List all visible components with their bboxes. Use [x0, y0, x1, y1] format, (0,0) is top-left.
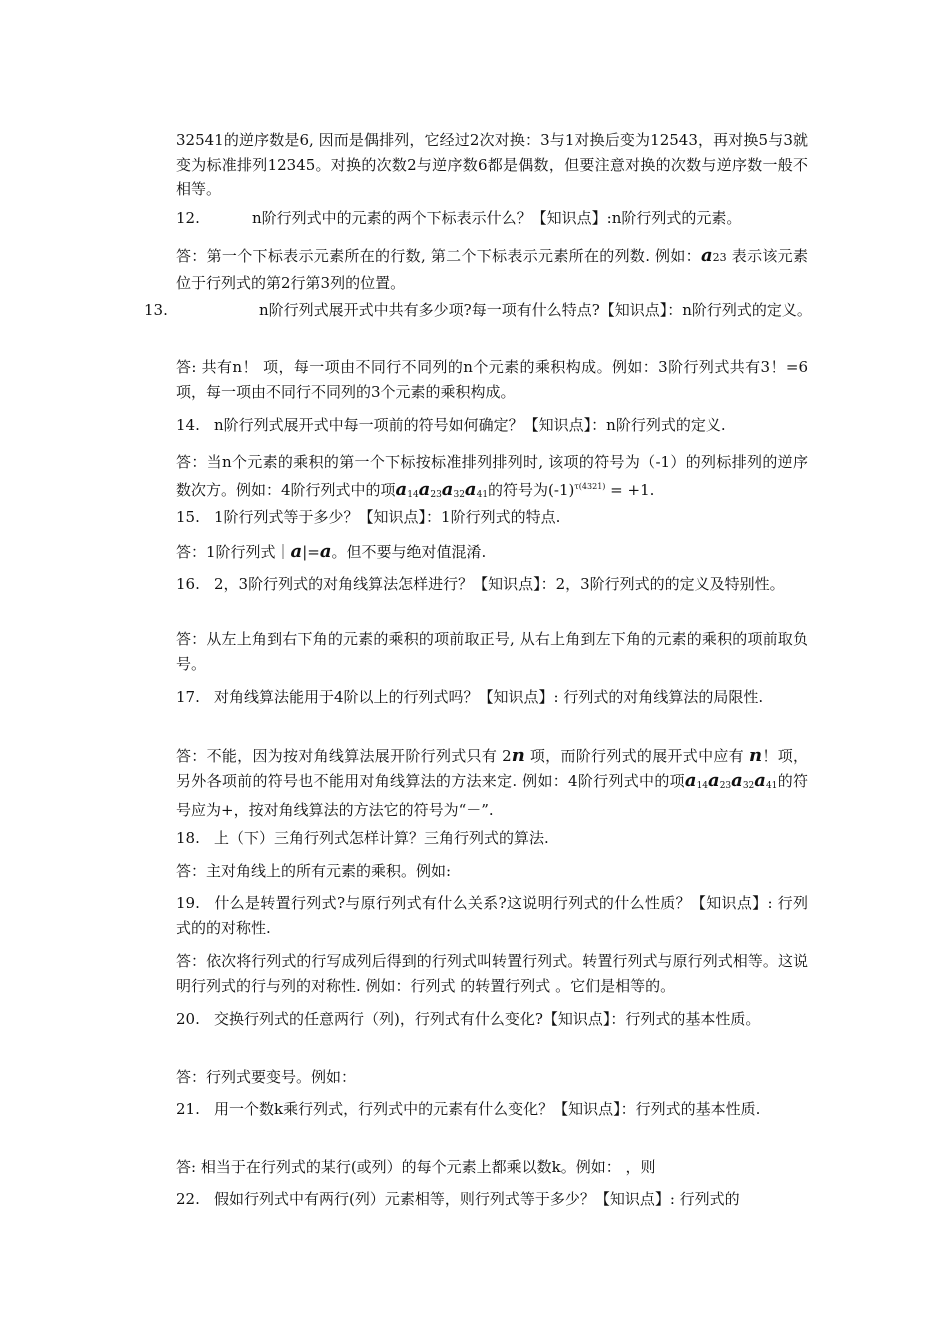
answer-text: 答：不能，因为按对角线算法展开阶行列式只有 2	[176, 747, 512, 765]
question-number: 13.	[144, 301, 168, 319]
question-number: 21.	[176, 1100, 200, 1118]
subscript: 32	[453, 489, 465, 500]
question-number: 14.	[176, 416, 200, 434]
math-symbol: a	[754, 769, 766, 791]
answer-18: 答：主对角线上的所有元素的乘积。例如:	[176, 862, 452, 880]
question-14	[176, 413, 808, 438]
answer-text-cont2: ！项，另外各项前的符号也不能用对角线算法的方法来定. 例如：4阶行列式中的项	[176, 747, 808, 790]
question-text: 1阶行列式等于多少？【知识点】：1阶行列式的特点.	[214, 508, 561, 526]
answer-12	[176, 244, 808, 295]
answer-text-cont: |=	[302, 543, 320, 561]
answer-text-end: 。但不要与绝对值混淆.	[331, 543, 487, 561]
answer-text: 答：第一个下标表示元素所在的行数, 第二个下标表示元素所在的列数. 例如：	[176, 247, 701, 265]
answer-15	[176, 540, 808, 565]
question-text: 对角线算法能用于4阶以上的行列式吗？【知识点】: 行列式的对角线算法的局限性.	[214, 688, 764, 706]
answer-16: 答：从左上角到右下角的元素的乘积的项前取正号, 从右上角到左下角的元素的乘积的项前取负号。	[176, 630, 808, 673]
subscript: 23	[712, 251, 727, 264]
question-text: n阶行列式中的元素的两个下标表示什么？【知识点】:n阶行列式的元素。	[252, 209, 742, 227]
math-symbol: a	[441, 478, 454, 500]
subscript: 41	[765, 780, 778, 791]
math-symbol: a	[319, 541, 332, 562]
question-text: 什么是转置行列式?与原行列式有什么关系?这说明行列式的什么性质？【知识点】: 行列式的的对称性.	[176, 894, 808, 937]
answer-text: 答：1阶行列式｜	[176, 543, 291, 561]
answer-text-cont: 的符号为(-1)	[488, 480, 575, 499]
math-symbol: a	[418, 478, 431, 500]
question-text: 交换行列式的任意两行（列)，行列式有什么变化?【知识点】：行列式的基本性质。	[214, 1010, 761, 1028]
math-symbol: a	[708, 769, 720, 791]
answer-text-cont: 项，而阶行列式的展开式中应有	[524, 747, 750, 765]
question-number: 16.	[176, 575, 200, 593]
math-symbol: a	[684, 769, 697, 791]
question-text: 假如行列式中有两行(列）元素相等，则行列式等于多少？【知识点】: 行列式的	[214, 1190, 740, 1208]
question-text: 2，3阶行列式的对角线算法怎样进行？【知识点】：2，3阶行列式的的定义及特别性。	[214, 575, 785, 593]
question-number: 12.	[176, 209, 200, 227]
answer-text-end: 的符号应为+，按对角线算法的方法它的符号为“－”.	[176, 771, 808, 819]
question-text: 上（下）三角行列式怎样计算？三角行列式的算法.	[214, 829, 549, 847]
question-text: n阶行列式展开式中共有多少项?每一项有什么特点?【知识点】：n阶行列式的定义。	[259, 301, 812, 319]
subscript: 23	[719, 780, 732, 791]
math-symbol: a	[290, 541, 303, 562]
question-number: 18.	[176, 829, 200, 847]
answer-text: 答：当n个元素的乘积的第一个下标按标准排列排列时, 该项的符号为（-1）的列标排列的逆序数次方。例如：4阶行列式中的项	[176, 453, 808, 499]
question-19	[176, 891, 808, 940]
subscript: 14	[407, 489, 419, 500]
answer-19: 答：依次将行列式的行写成列后得到的行列式叫转置行列式。转置行列式与原行列式相等。这说明行列式的行与列的对称性. 例如：行列式 的转置行列式 。它们是相等的。	[176, 952, 808, 995]
question-22	[176, 1187, 808, 1212]
math-symbol: n	[749, 745, 763, 766]
answer-21: 答: 相当于在行列式的某行(或列）的每个元素上都乘以数k。例如： ，则	[176, 1158, 656, 1176]
question-text: 用一个数k乘行列式，行列式中的元素有什么变化？【知识点】：行列式的基本性质.	[214, 1100, 761, 1118]
question-12	[176, 206, 808, 231]
math-symbol: a	[731, 769, 743, 791]
question-number: 19.	[176, 894, 200, 912]
answer-20: 答：行列式要变号。例如：	[176, 1068, 357, 1086]
subscript: 14	[696, 780, 709, 791]
paragraph-permutation-example: 32541的逆序数是6, 因而是偶排列，它经过2次对换：3与1对换后变为12543，再对换5与3就变为标准排列12345。对换的次数2与逆序数6都是偶数，但要注意对换的次数与逆序数一般不相等。	[176, 131, 808, 198]
question-number: 17.	[176, 688, 200, 706]
math-symbol: n	[511, 745, 525, 766]
question-number: 20.	[176, 1010, 200, 1028]
question-20	[176, 1007, 808, 1032]
question-number: 22.	[176, 1190, 200, 1208]
question-number: 15.	[176, 508, 200, 526]
math-symbol: a	[395, 478, 408, 500]
answer-14	[176, 450, 808, 507]
question-17	[176, 685, 808, 710]
answer-13: 答: 共有n！ 项，每一项由不同行不同列的n个元素的乘积构成。例如：3阶行列式共有3！=6项，每一项由不同行不同列的3个元素的乘积构成。	[176, 358, 808, 401]
answer-text-cont: 表示该元素位于行列式的第2行第3列的位置。	[176, 247, 808, 292]
question-15	[176, 505, 808, 530]
question-16	[176, 572, 808, 597]
question-13	[144, 298, 840, 323]
subscript: 23	[430, 489, 442, 500]
question-21	[176, 1097, 808, 1122]
answer-17	[176, 744, 808, 823]
math-symbol: a	[701, 245, 713, 266]
answer-text-end: = +1.	[605, 480, 655, 499]
superscript: τ(4321)	[574, 481, 606, 491]
subscript: 41	[476, 489, 489, 500]
question-18	[176, 826, 808, 851]
question-text: n阶行列式展开式中每一项前的符号如何确定？【知识点】：n阶行列式的定义.	[214, 416, 726, 434]
subscript: 32	[742, 780, 755, 791]
math-symbol: a	[464, 478, 477, 500]
